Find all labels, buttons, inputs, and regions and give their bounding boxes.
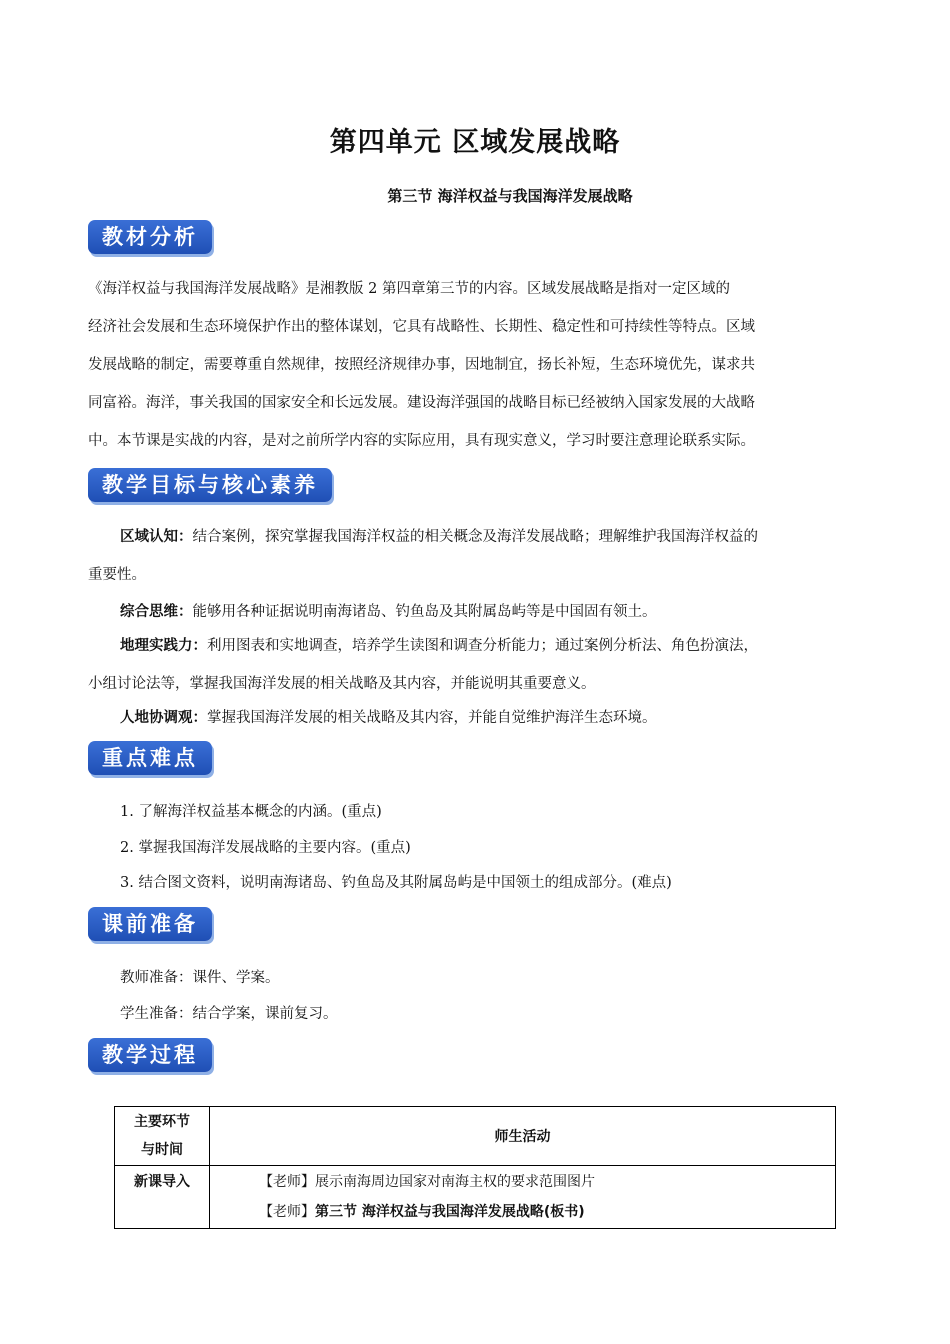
goal-practice [88,628,863,664]
header-stage-line: 与时间 [141,1142,183,1158]
activity-cell [210,1166,836,1229]
badge-preparation: 课前准备 [88,907,212,941]
activity-line: 【老师】展示南海周边国家对南海主权的要求范围图片 [259,1174,595,1190]
goal-term: 综合思维： [120,604,193,620]
key-point-item: 2. 掌握我国海洋发展战略的主要内容。(重点) [120,840,411,856]
header-stage-cell [115,1107,210,1166]
goal-regional-cognition [88,519,863,555]
stage-cell: 新课导入 [115,1166,210,1229]
teacher-preparation: 教师准备：课件、学案。 [120,970,280,986]
badge-key-points: 重点难点 [88,741,212,775]
key-point-item: 3. 结合图文资料，说明南海诸岛、钓鱼岛及其附属岛屿是中国领土的组成部分。(难点) [120,875,672,891]
goal-text: 掌握我国海洋发展的相关战略及其内容，并能自觉维护海洋生态环境。 [207,710,657,726]
student-preparation: 学生准备：结合学案，课前复习。 [120,1006,338,1022]
badge-teaching-process: 教学过程 [88,1038,212,1072]
analysis-line: 中。本节课是实战的内容，是对之前所学内容的实际应用，具有现实意义，学习时要注意理论联系实际。 [88,433,755,449]
page-title: 第四单元 区域发展战略 [329,127,621,158]
key-point-item: 1. 了解海洋权益基本概念的内涵。(重点) [120,804,382,820]
badge-teaching-goals: 教学目标与核心素养 [88,468,332,502]
activity-board-title: 第三节 海洋权益与我国海洋发展战略(板书) [315,1204,585,1220]
goal-term: 区域认知： [120,529,193,545]
header-activity-cell: 师生活动 [210,1107,836,1166]
analysis-line: 经济社会发展和生态环境保护作出的整体谋划，它具有战略性、长期性、稳定性和可持续性等特点。区域 [88,319,755,335]
goal-continuation: 小组讨论法等，掌握我国海洋发展的相关战略及其内容，并能说明其重要意义。 [88,676,596,692]
table-row [115,1166,836,1229]
goal-term: 地理实践力： [120,638,207,654]
goal-comprehensive-thinking [88,594,863,630]
goal-text: 结合案例，探究掌握我国海洋权益的相关概念及海洋发展战略；理解维护我国海洋权益的 [192,529,758,545]
goal-term: 人地协调观： [120,710,207,726]
table-header-row [115,1107,836,1166]
analysis-line: 《海洋权益与我国海洋发展战略》是湘教版 2 第四章第三节的内容。区域发展战略是指对一定区域的 [88,281,730,297]
goal-text: 利用图表和实地调查，培养学生读图和调查分析能力；通过案例分析法、角色扮演法， [207,638,758,654]
activity-line [211,1197,834,1227]
goal-continuation: 重要性。 [88,567,146,583]
goal-human-land [88,700,863,736]
teaching-process-table [114,1106,836,1229]
activity-speaker: 【老师】 [259,1204,315,1220]
analysis-line: 发展战略的制定，需要尊重自然规律，按照经济规律办事，因地制宜，扬长补短，生态环境优先，谋求共 [88,357,755,373]
analysis-line: 同富裕。海洋，事关我国的国家安全和长远发展。建设海洋强国的战略目标已经被纳入国家发展的大战略 [88,395,755,411]
badge-textbook-analysis: 教材分析 [88,220,212,254]
goal-text: 能够用各种证据说明南海诸岛、钓鱼岛及其附属岛屿等是中国固有领土。 [192,604,657,620]
section-subtitle: 第三节 海洋权益与我国海洋发展战略 [387,187,633,205]
header-stage-line: 主要环节 [134,1114,190,1130]
